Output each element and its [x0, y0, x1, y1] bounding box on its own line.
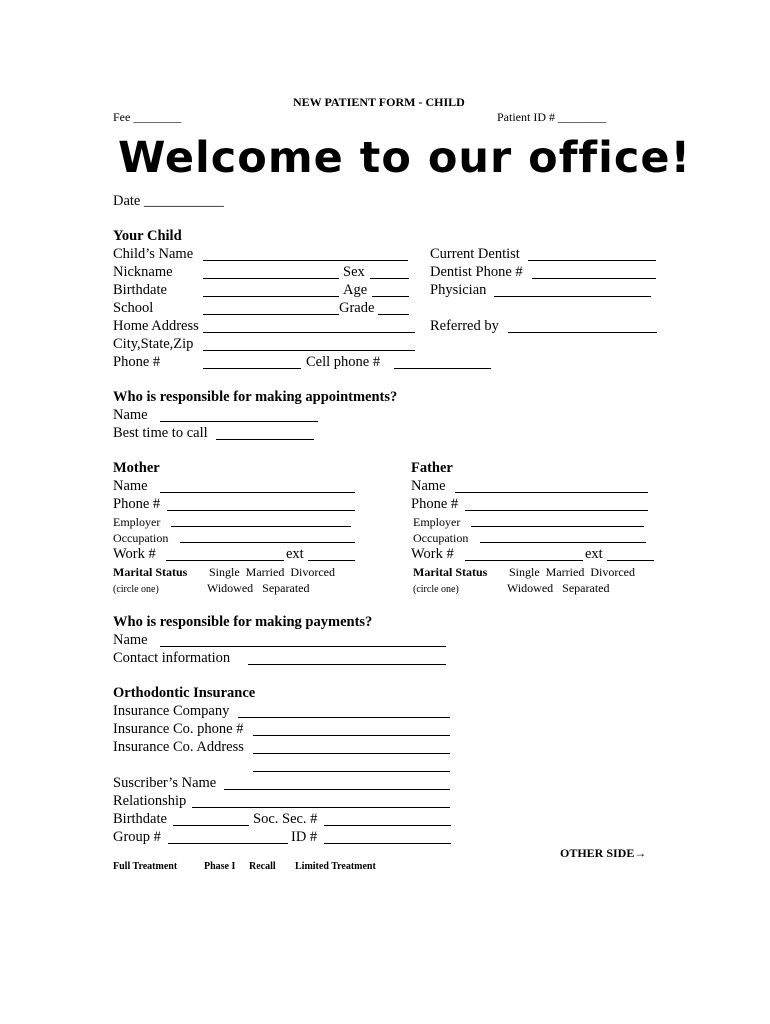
- contact-information-label: Contact information: [113, 650, 231, 666]
- soc-sec-label: Soc. Sec. #: [253, 811, 318, 827]
- dentist-phone-label: Dentist Phone #: [430, 264, 523, 280]
- insurance-phone-label: Insurance Co. phone #: [113, 721, 244, 737]
- other-side-note: OTHER SIDE→: [560, 846, 647, 860]
- group-label: Group #: [113, 829, 161, 845]
- group-input[interactable]: [168, 843, 288, 844]
- grade-label: Grade: [339, 300, 375, 316]
- father-work-label: Work #: [411, 546, 454, 562]
- father-name-label: Name: [411, 478, 446, 494]
- cell-phone-label: Cell phone #: [306, 354, 381, 370]
- nickname-input[interactable]: [203, 278, 339, 279]
- grade-input[interactable]: [378, 314, 409, 315]
- age-label: Age: [343, 282, 368, 298]
- relationship-input[interactable]: [192, 807, 450, 808]
- date-field[interactable]: Date ___________: [113, 193, 224, 209]
- school-input[interactable]: [203, 314, 339, 315]
- mother-ext-label: ext: [286, 546, 304, 562]
- insurance-company-label: Insurance Company: [113, 703, 230, 719]
- insurance-heading: Orthodontic Insurance: [113, 685, 256, 701]
- insurance-phone-input[interactable]: [253, 735, 450, 736]
- welcome-heading: Welcome to our office!: [118, 133, 692, 183]
- phone-input[interactable]: [203, 368, 301, 369]
- mother-heading: Mother: [113, 460, 160, 476]
- father-phone-label: Phone #: [411, 496, 459, 512]
- father-occupation-label: Occupation: [413, 531, 469, 545]
- father-marital-status-label: Marital Status: [413, 565, 488, 579]
- id-input[interactable]: [324, 843, 451, 844]
- insurance-address-input-1[interactable]: [253, 753, 450, 754]
- referred-by-label: Referred by: [430, 318, 499, 334]
- best-time-label: Best time to call: [113, 425, 208, 441]
- dentist-phone-input[interactable]: [532, 278, 656, 279]
- home-address-label: Home Address: [113, 318, 199, 334]
- full-treatment-option[interactable]: Full Treatment: [113, 861, 178, 872]
- father-status-options-2[interactable]: Widowed Separated: [507, 581, 610, 595]
- father-status-options-1[interactable]: Single Married Divorced: [509, 565, 635, 579]
- mother-work-label: Work #: [113, 546, 156, 562]
- father-ext-input[interactable]: [607, 560, 654, 561]
- id-label: ID #: [291, 829, 318, 845]
- father-circle-one: (circle one): [413, 584, 459, 595]
- cell-phone-input[interactable]: [394, 368, 491, 369]
- subscriber-birthdate-label: Birthdate: [113, 811, 167, 827]
- father-phone-input[interactable]: [465, 510, 648, 511]
- physician-label: Physician: [430, 282, 487, 298]
- mother-employer-label: Employer: [113, 515, 161, 529]
- appointments-name-input[interactable]: [160, 421, 318, 422]
- sex-label: Sex: [343, 264, 365, 280]
- phase-1-option[interactable]: Phase I: [204, 861, 236, 872]
- school-label: School: [113, 300, 154, 316]
- mother-phone-label: Phone #: [113, 496, 161, 512]
- father-heading: Father: [411, 460, 453, 476]
- city-state-zip-label: City,State,Zip: [113, 336, 194, 352]
- insurance-address-label: Insurance Co. Address: [113, 739, 244, 755]
- mother-marital-status-label: Marital Status: [113, 565, 188, 579]
- current-dentist-input[interactable]: [528, 260, 656, 261]
- city-state-zip-input[interactable]: [203, 350, 415, 351]
- insurance-address-input-2[interactable]: [253, 771, 450, 772]
- father-name-input[interactable]: [455, 492, 648, 493]
- payments-name-input[interactable]: [160, 646, 446, 647]
- fee-field[interactable]: Fee ________: [113, 110, 182, 124]
- mother-occupation-label: Occupation: [113, 531, 169, 545]
- recall-option[interactable]: Recall: [249, 861, 276, 872]
- mother-name-label: Name: [113, 478, 148, 494]
- childs-name-input[interactable]: [203, 260, 408, 261]
- appointments-name-label: Name: [113, 407, 148, 423]
- father-ext-label: ext: [585, 546, 603, 562]
- mother-status-options-2[interactable]: Widowed Separated: [207, 581, 310, 595]
- father-occupation-input[interactable]: [480, 542, 646, 543]
- subscriber-birthdate-input[interactable]: [173, 825, 249, 826]
- father-employer-label: Employer: [413, 515, 461, 529]
- contact-information-input[interactable]: [248, 664, 446, 665]
- subscriber-name-label: Suscriber’s Name: [113, 775, 217, 791]
- childs-name-label: Child’s Name: [113, 246, 194, 262]
- mother-name-input[interactable]: [160, 492, 355, 493]
- best-time-input[interactable]: [216, 439, 314, 440]
- mother-ext-input[interactable]: [308, 560, 355, 561]
- phone-label: Phone #: [113, 354, 161, 370]
- insurance-company-input[interactable]: [238, 717, 450, 718]
- payments-name-label: Name: [113, 632, 148, 648]
- payments-heading: Who is responsible for making payments?: [113, 614, 373, 630]
- mother-phone-input[interactable]: [167, 510, 355, 511]
- current-dentist-label: Current Dentist: [430, 246, 520, 262]
- nickname-label: Nickname: [113, 264, 173, 280]
- mother-work-input[interactable]: [166, 560, 284, 561]
- father-employer-input[interactable]: [471, 526, 644, 527]
- physician-input[interactable]: [494, 296, 651, 297]
- mother-circle-one: (circle one): [113, 584, 159, 595]
- patient-id-field[interactable]: Patient ID # ________: [497, 110, 606, 124]
- father-work-input[interactable]: [465, 560, 583, 561]
- form-title: NEW PATIENT FORM - CHILD: [293, 95, 465, 109]
- birthdate-input[interactable]: [203, 296, 339, 297]
- limited-treatment-option[interactable]: Limited Treatment: [295, 861, 376, 872]
- your-child-heading: Your Child: [113, 228, 182, 244]
- mother-status-options-1[interactable]: Single Married Divorced: [209, 565, 335, 579]
- sex-input[interactable]: [370, 278, 409, 279]
- subscriber-name-input[interactable]: [224, 789, 450, 790]
- home-address-input[interactable]: [203, 332, 415, 333]
- appointments-heading: Who is responsible for making appointments?: [113, 389, 398, 405]
- birthdate-label: Birthdate: [113, 282, 167, 298]
- soc-sec-input[interactable]: [324, 825, 451, 826]
- age-input[interactable]: [372, 296, 409, 297]
- mother-occupation-input[interactable]: [180, 542, 355, 543]
- referred-by-input[interactable]: [508, 332, 657, 333]
- mother-employer-input[interactable]: [171, 526, 351, 527]
- relationship-label: Relationship: [113, 793, 187, 809]
